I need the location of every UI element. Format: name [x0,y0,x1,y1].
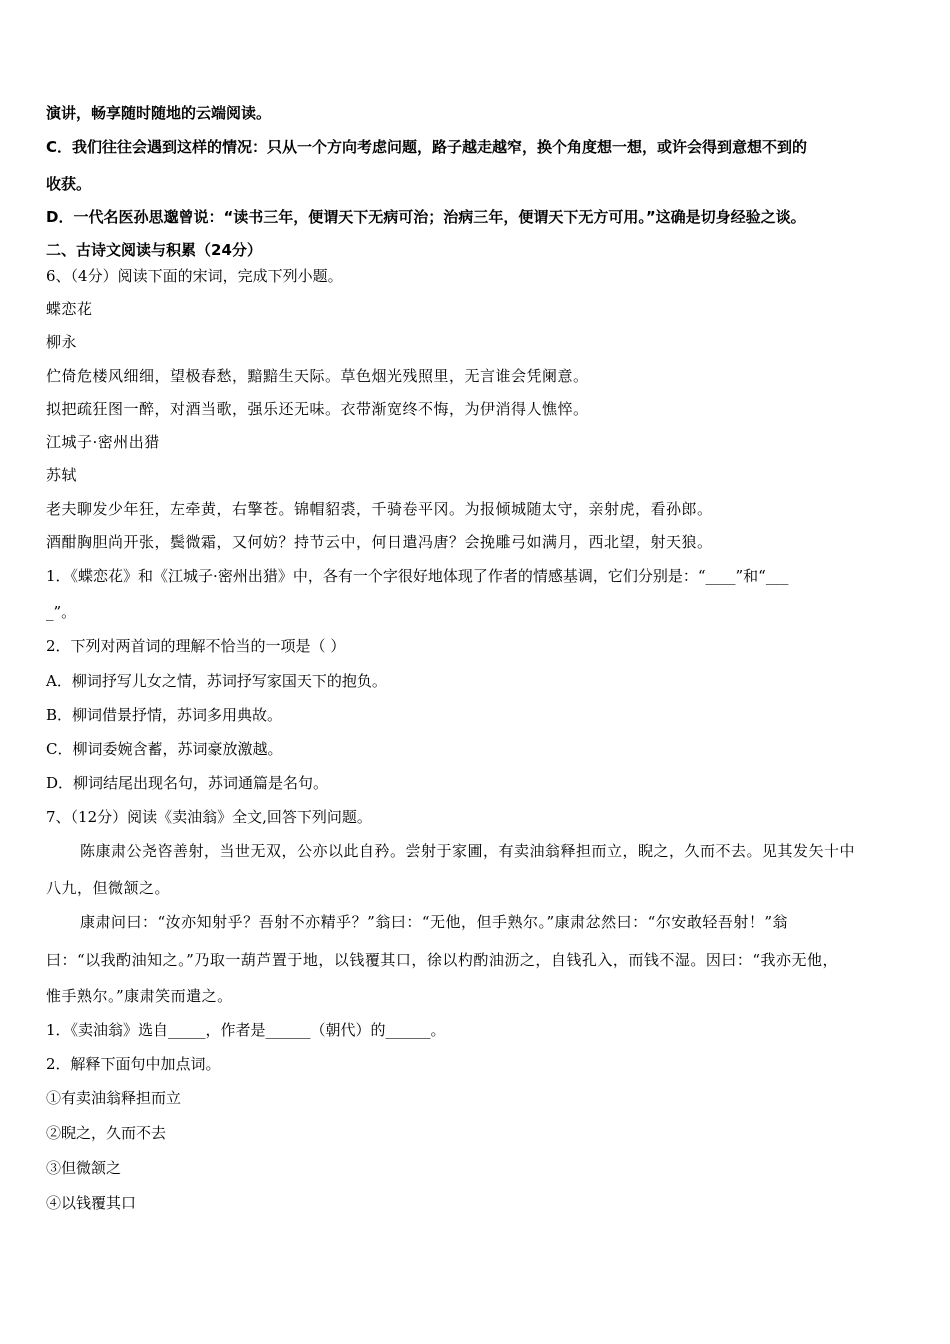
question-6-2-option-b: B．柳词借景抒情，苏词多用典故。 [46,706,283,724]
poem-2-title: 江城子·密州出猎 [46,433,160,451]
question-6-1-line-2: _”。 [46,603,77,621]
section-heading: 二、古诗文阅读与积累（24分） [46,241,262,259]
question-6-1-line-1: 1．《蝶恋花》和《江城子·密州出猎》中，各有一个字很好地体现了作者的情感基调，它们分别是：“____”和“___ [46,567,789,585]
question-7-2-item-1: ①有卖油翁释担而立 [46,1089,182,1107]
question-6-prompt: 6、（4分）阅读下面的宋词，完成下列小题。 [46,267,343,285]
question-7-2-prompt: 2．解释下面句中加点词。 [46,1055,221,1073]
passage-paragraph-2-line-2: 曰：“以我酌油知之。”乃取一葫芦置于地，以钱覆其口，徐以杓酌油沥之，自钱孔入，而钱不湿。因曰：“我亦无他， [46,951,839,969]
poem-2-author: 苏轼 [46,466,78,484]
question-7-1: 1．《卖油翁》选自_____，作者是______（朝代）的______。 [46,1021,446,1039]
passage-paragraph-1-line-2: 八九，但微颔之。 [46,879,171,897]
passage-paragraph-1-line-1: 陈康肃公尧咨善射，当世无双，公亦以此自矜。尝射于家圃，有卖油翁释担而立，睨之，久而不去。见其发矢十中 [80,842,856,860]
option-d: D．一代名医孙思邈曾说：“读书三年，便谓天下无病可治；治病三年，便谓天下无方可用。”这确是切身经验之谈。 [46,208,806,226]
question-7-2-item-4: ④以钱覆其口 [46,1194,137,1212]
poem-2-stanza-2: 酒酣胸胆尚开张，鬓微霜，又何妨？持节云中，何日遣冯唐？会挽雕弓如满月，西北望，射天狼。 [46,533,713,551]
question-6-2-option-a: A．柳词抒写儿女之情，苏词抒写家国天下的抱负。 [46,672,387,690]
poem-2-stanza-1: 老夫聊发少年狂，左牵黄，右擎苍。锦帽貂裘，千骑卷平冈。为报倾城随太守，亲射虎，看孙郎。 [46,500,713,518]
question-7-prompt: 7、（12分）阅读《卖油翁》全文,回答下列问题。 [46,808,372,826]
question-7-2-item-2: ②睨之，久而不去 [46,1124,167,1142]
question-6-2-option-c: C．柳词委婉含蓄，苏词豪放激越。 [46,740,283,758]
poem-1-title: 蝶恋花 [46,300,93,318]
option-b-continuation: 演讲，畅享随时随地的云端阅读。 [46,104,272,122]
poem-1-stanza-1: 伫倚危楼风细细，望极春愁，黯黯生天际。草色烟光残照里，无言谁会凭阑意。 [46,367,589,385]
passage-paragraph-2-line-3: 惟手熟尔。”康肃笑而遣之。 [46,987,233,1005]
poem-1-author: 柳永 [46,333,78,351]
passage-paragraph-2-line-1: 康肃问曰：“汝亦知射乎？吾射不亦精乎？”翁曰：“无他，但手熟尔。”康肃忿然曰：“尔安敢轻吾射！”翁 [80,913,789,931]
question-6-2-option-d: D．柳词结尾出现名句，苏词通篇是名句。 [46,774,329,792]
option-c-line-1: C．我们往往会遇到这样的情况：只从一个方向考虑问题，路子越走越窄，换个角度想一想，或许会得到意想不到的 [46,138,808,156]
poem-1-stanza-2: 拟把疏狂图一醉，对酒当歌，强乐还无味。衣带渐宽终不悔，为伊消得人憔悴。 [46,400,589,418]
question-6-2-prompt: 2．下列对两首词的理解不恰当的一项是（ ） [46,637,346,655]
option-c-line-2: 收获。 [46,175,92,193]
question-7-2-item-3: ③但微颔之 [46,1159,122,1177]
